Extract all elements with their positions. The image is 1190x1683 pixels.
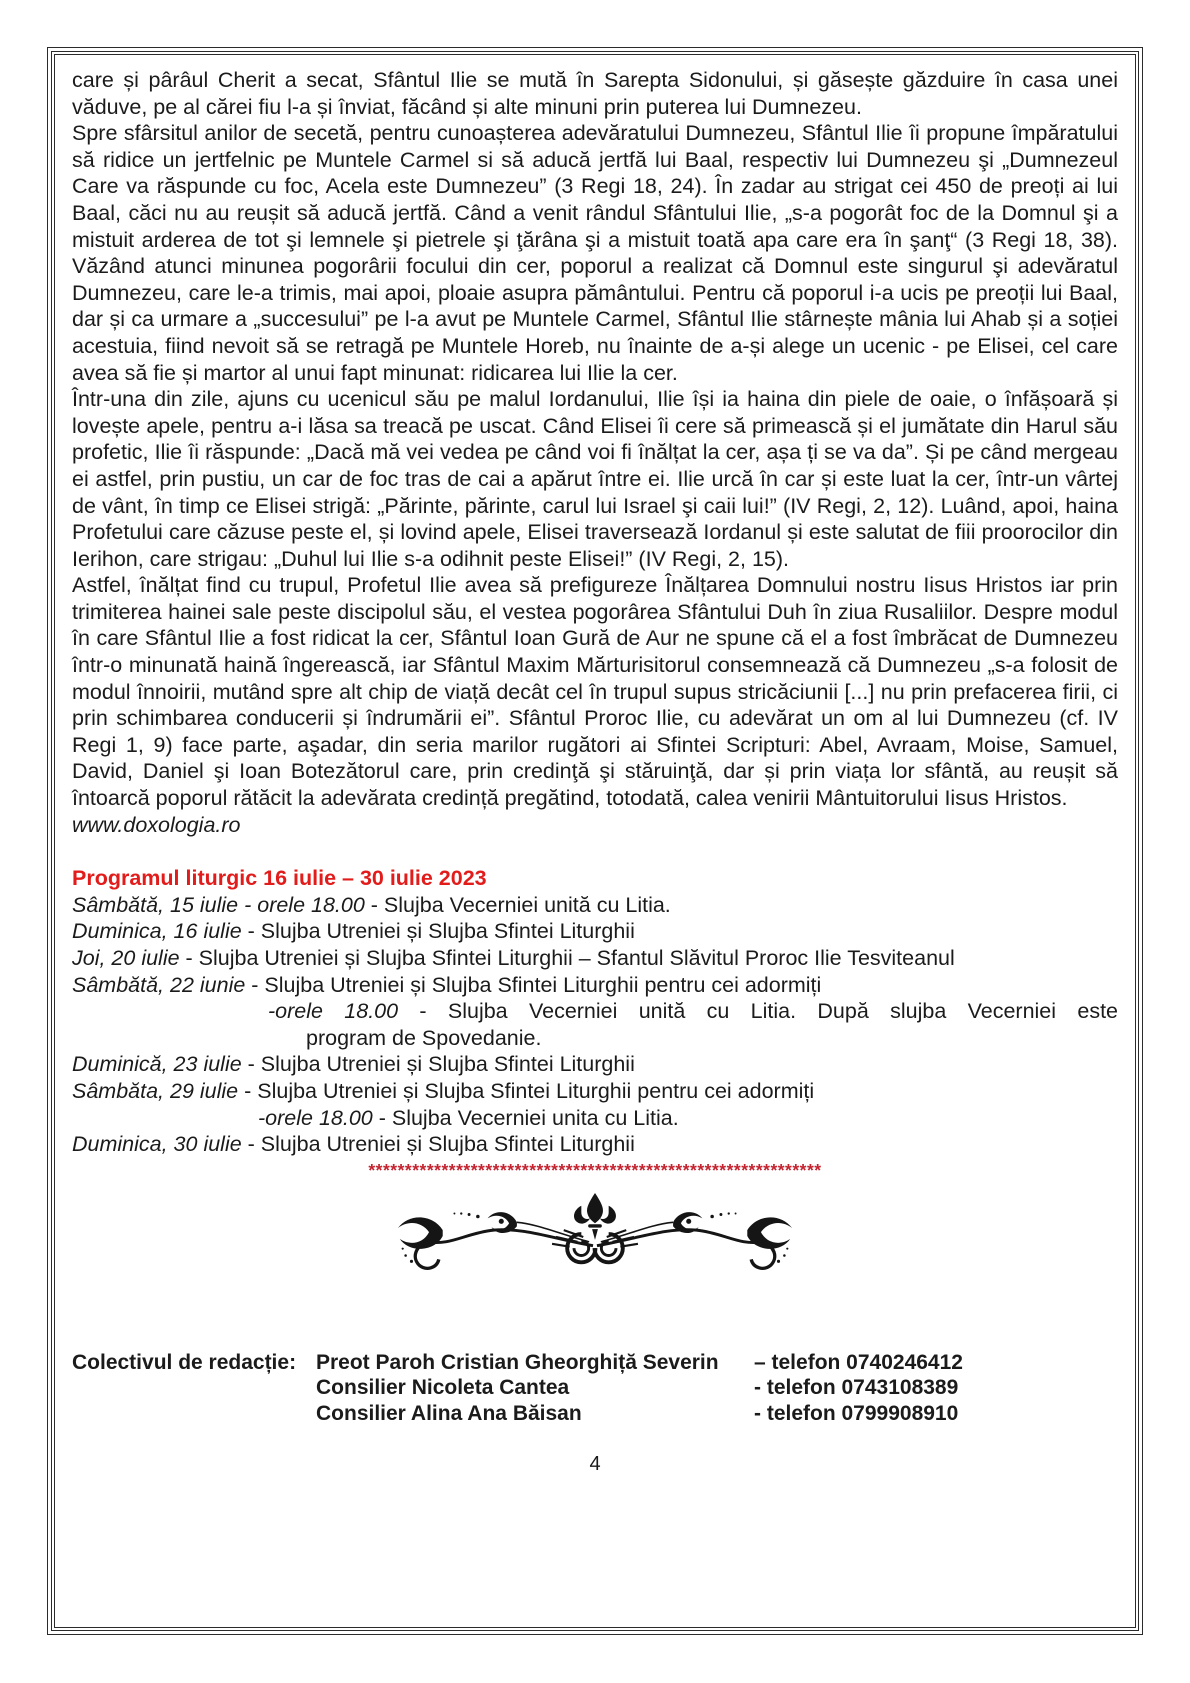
article-paragraph: Spre sfârsitul anilor de secetă, pentru cunoașterea adevăratului Dumnezeu, Sfântul Ilie îi propune împăratului să ridice un jertfelnic pe Muntele Carmel si să aducă jertfă lui Baal, respectiv lui Dumnezeu şi „Dumnezeul Care va răspunde cu foc, Acela este Dumnezeu” (3 Regi 18, 24). În zadar au strigat cei 450 de preoți ai lui Baal, căci nu au reușit să aducă jertfă. Când a venit rândul Sfântului Ilie, „s-a pogorât foc de la Domnul şi a mistuit arderea de tot şi lemnele şi pietrele şi ţărâna şi a mistuit toată apa care era în şanţ“ (3 Regi 18, 38). Văzând atunci minunea pogorârii focului din cer, poporul a realizat că Domnul este singurul şi adevăratul Dumnezeu, care le-a trimis, mai apoi, ploaie asupra pământului. Pentru că poporul i-a ucis pe preoții lui Baal, dar și ca urmare a „succesului” pe l-a avut pe Muntele Carmel, Sfântul Ilie stârnește mânia lui Ahab și a soției acestuia, fiind nevoit să se retragă pe Muntele Horeb, nu înainte de a-și alege un ucenic - pe Elisei, cel care avea să fie și martor al unui fapt minunat: ridicarea lui Ilie la cer. bbox=[72, 121, 1118, 385]
schedule-line bbox=[72, 998, 1118, 1025]
member-name: Preot Paroh Cristian Gheorghiță Severin bbox=[316, 1350, 719, 1374]
article-paragraph: Astfel, înălțat find cu trupul, Profetul Ilie avea să prefigureze Înălțarea Domnului nostru Iisus Hristos iar prin trimiterea hainei sale peste discipolul său, el vestea pogorârea Sfântului Duh în ziua Rusaliilor. Despre modul în care Sfântul Ilie a fost ridicat la cer, Sfântul Ioan Gură de Aur ne spune că el a fost îmbrăcat de Dumnezeu într-o minunată haină îngerească, iar Sfântul Maxim Mărturisitorul consemnează că Dumnezeu „s-a folosit de modul înnoirii, mutând spre alt chip de viață decât cel în trupul supus stricăciunii [...] nu prin prefacerea firii, ci prin schimbarea conducerii și îndrumării ei”. Sfântul Proroc Ilie, cu adevărat un om al lui Dumnezeu (cf. IV Regi 1, 9) face parte, aşadar, din seria marilor rugători ai Sfintei Scripturi: Abel, Avraam, Moise, Samuel, David, Daniel şi Ioan Botezătorul care, prin credinţă şi stăruinţă, dar și prin viața lor sfântă, au reușit să întoarcă poporul rătăcit la adevărata credință pregătind, totodată, calea venirii Mântuitorului Iisus Hristos. bbox=[72, 573, 1118, 811]
schedule-line bbox=[72, 1078, 1118, 1105]
schedule-line bbox=[72, 1105, 1118, 1132]
schedule-text: - Slujba Vecerniei unita cu Litia. bbox=[372, 1105, 679, 1130]
schedule-date: Joi, 20 iulie bbox=[72, 946, 180, 970]
credits-label: Colectivul de redacție: bbox=[72, 1350, 297, 1374]
footer-credits bbox=[72, 1350, 1118, 1427]
article-body bbox=[72, 67, 1118, 838]
credits-row bbox=[72, 1350, 1118, 1376]
member-name: Consilier Alina Ana Băisan bbox=[316, 1401, 582, 1425]
member-phone: - telefon 0799908910 bbox=[754, 1401, 959, 1425]
schedule-date: Sâmbătă, 22 iunie bbox=[72, 972, 246, 997]
credits-spacer bbox=[72, 1375, 316, 1401]
schedule-date: Sâmbătă, 15 iulie - orele 18.00 bbox=[72, 892, 365, 917]
schedule-date: Sâmbăta, 29 iulie bbox=[72, 1078, 239, 1103]
schedule-text: - Slujba Utreniei și Slujba Sfintei Liturghii – Sfantul Slăvitul Proroc Ilie Tesviteanul bbox=[179, 946, 955, 970]
program-heading: Programul liturgic 16 iulie – 30 iulie 2023 bbox=[72, 866, 487, 891]
schedule-date: Duminica, 30 iulie bbox=[72, 1132, 242, 1157]
schedule-line bbox=[72, 945, 1118, 972]
article-paragraph: care și pârâul Cherit a secat, Sfântul Ilie se mută în Sarepta Sidonului, și găsește găzduire în casa unei văduve, pe al cărei fiu l-a și înviat, făcând și alte minuni prin puterea lui Dumnezeu. bbox=[72, 68, 1118, 119]
schedule-text: - Slujba Utreniei și Slujba Sfintei Liturghii bbox=[241, 1132, 635, 1157]
schedule-date: -orele 18.00 bbox=[268, 999, 399, 1024]
schedule-text: - Slujba Utreniei și Slujba Sfintei Liturghii bbox=[241, 919, 635, 944]
article-paragraph: Într-una din zile, ajuns cu ucenicul său pe malul Iordanului, Ilie își ia haina din piele de oaie, o înfășoară și lovește apele, pentru a-i lăsa sa treacă pe uscat. Când Elisei îi cere să primească și el jumătate din Harul său profetic, Ilie îi răspunde: „Dacă mă vei vedea pe când voi fi înălțat la cer, așa ți se va da”. Și pe când mergeau ei astfel, prin pustiu, un car de foc tras de cai a apărut între ei. Ilie urcă în car și este luat la cer, într-un vârtej de vânt, în timp ce Elisei strigă: „Părinte, părinte, carul lui Israel şi caii lui!” (IV Regi, 2, 12). Luând, apoi, haina Profetului care căzuse peste el, și lovind apele, Elisei traversează Iordanul și este salutat de fiii proorocilor din Ierihon, care strigau: „Duhul lui Ilie s-a odihnit peste Elisei!” (IV Regi, 2, 15). bbox=[72, 387, 1118, 571]
credits-spacer bbox=[72, 1401, 316, 1427]
flourish-icon bbox=[390, 1190, 800, 1280]
schedule-line bbox=[72, 892, 1118, 919]
page-border-middle bbox=[51, 51, 1139, 1631]
schedule-line bbox=[72, 918, 1118, 945]
schedule-text: - Slujba Vecerniei unită cu Litia. bbox=[364, 892, 671, 917]
schedule-text: - Slujba Utreniei și Slujba Sfintei Liturghii pentru cei adormiți bbox=[245, 972, 822, 997]
stars-separator: ************************************************************** bbox=[368, 1159, 822, 1180]
flourish-ornament bbox=[72, 1190, 1118, 1282]
schedule-text: program de Spovedanie. bbox=[306, 1025, 542, 1050]
schedule-text: - Slujba Vecerniei unită cu Litia. După slujba Vecerniei este bbox=[398, 999, 1118, 1024]
page-number: 4 bbox=[589, 1452, 601, 1475]
schedule-text: - Slujba Utreniei și Slujba Sfintei Liturghii bbox=[241, 1052, 635, 1077]
member-phone: – telefon 0740246412 bbox=[754, 1350, 963, 1374]
source-link: www.doxologia.ro bbox=[72, 812, 241, 837]
credits-row bbox=[72, 1375, 1118, 1401]
schedule-date: Duminică, 23 iulie bbox=[72, 1052, 242, 1077]
member-name: Consilier Nicoleta Cantea bbox=[316, 1376, 570, 1400]
member-phone: - telefon 0743108389 bbox=[754, 1376, 959, 1400]
schedule-line bbox=[72, 972, 1118, 999]
credits-row bbox=[72, 1401, 1118, 1427]
schedule-text: - Slujba Utreniei și Slujba Sfintei Liturghii pentru cei adormiți bbox=[238, 1078, 815, 1103]
page-content bbox=[54, 54, 1136, 1628]
schedule-line bbox=[72, 1025, 1118, 1052]
schedule-line bbox=[72, 1051, 1118, 1078]
schedule-line bbox=[72, 1131, 1118, 1158]
schedule-date: -orele 18.00 bbox=[258, 1105, 373, 1130]
schedule-date: Duminica, 16 iulie bbox=[72, 919, 242, 944]
page-border bbox=[47, 47, 1143, 1635]
